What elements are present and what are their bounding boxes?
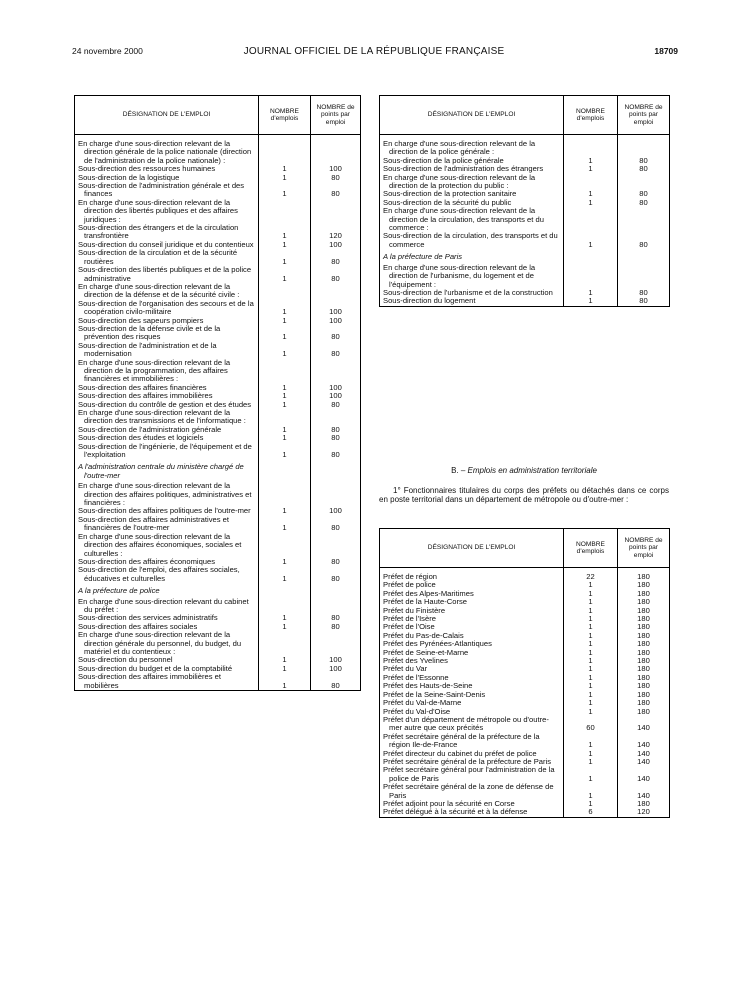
col-designation: DÉSIGNATION DE L'EMPLOI: [380, 529, 564, 568]
count-cell: [259, 359, 311, 384]
points-cell: 180: [618, 691, 670, 699]
points-cell: 80: [618, 190, 670, 198]
section-row: [380, 249, 670, 263]
table-header-row: [380, 96, 670, 135]
table-row: [75, 516, 361, 533]
points-cell: [311, 598, 361, 615]
designation-cell: Sous-direction de la sécurité du public: [383, 197, 512, 207]
points-cell: 100: [311, 656, 361, 664]
count-cell: 1: [259, 300, 311, 317]
points-cell: [311, 283, 361, 300]
points-cell: 180: [618, 640, 670, 648]
page-number: 18709: [654, 46, 678, 56]
table-row: [75, 199, 361, 224]
table-row: [75, 182, 361, 199]
designation-cell: Sous-direction de l'organisation des secours et de la coopération civilo-militaire: [78, 298, 254, 317]
designation-cell: Sous-direction des études et logiciels: [78, 433, 204, 443]
section-row: [75, 583, 361, 597]
designation-cell: Sous-direction du personnel: [78, 655, 173, 665]
points-cell: 80: [618, 199, 670, 207]
count-cell: 1: [564, 615, 618, 623]
designation-cell: Préfet de la Seine-Saint-Denis: [383, 689, 486, 699]
table-header-row: [380, 529, 670, 568]
designation-cell: Sous-direction de l'administration et de la modernisation: [78, 340, 217, 359]
count-cell: 1: [564, 708, 618, 716]
section-b-paragraph: 1° Fonctionnaires titulaires du corps des préfets ou détachés dans ce corps en poste territorial dans un département de métropole ou d'outre-mer :: [379, 486, 669, 505]
designation-cell: Sous-direction des affaires financières: [78, 382, 207, 392]
points-cell: 100: [311, 300, 361, 317]
table-left: [74, 95, 361, 691]
designation-cell: Sous-direction de l'emploi, des affaires sociales, éducatives et culturelles: [78, 565, 240, 583]
count-cell: 1: [259, 325, 311, 342]
count-cell: 1: [564, 232, 618, 249]
col-count: NOMBRE d'emplois: [564, 529, 618, 568]
points-cell: 80: [311, 558, 361, 566]
count-cell: 1: [564, 682, 618, 690]
points-cell: [311, 482, 361, 507]
designation-cell: Sous-direction des affaires administratives et financières de l'outre-mer: [78, 514, 229, 533]
count-cell: 1: [564, 165, 618, 173]
count-cell: 1: [564, 733, 618, 750]
points-cell: 180: [618, 682, 670, 690]
count-cell: [259, 409, 311, 426]
designation-cell: En charge d'une sous-direction relevant de la direction générale du personnel, du budget, du matériel et du contentieux :: [78, 630, 242, 656]
table-row: [380, 264, 670, 289]
points-cell: [311, 459, 361, 482]
count-cell: [259, 199, 311, 224]
designation-cell: Préfet directeur du cabinet du préfet de police: [383, 748, 537, 758]
designation-cell: Sous-direction des affaires immobilières: [78, 391, 213, 401]
designation-cell: Sous-direction de l'administration générale et des finances: [78, 181, 245, 199]
count-cell: 1: [564, 632, 618, 640]
count-cell: 1: [564, 665, 618, 673]
points-cell: [618, 140, 670, 157]
points-cell: 180: [618, 581, 670, 589]
designation-cell: Sous-direction du budget et de la comptabilité: [78, 663, 233, 673]
designation-cell: En charge d'une sous-direction relevant de la direction des affaires économiques, sociales et culturelles :: [78, 531, 242, 558]
points-cell: 80: [311, 325, 361, 342]
count-cell: 1: [564, 699, 618, 707]
points-cell: 140: [618, 733, 670, 750]
points-cell: 80: [311, 614, 361, 622]
points-cell: 120: [311, 224, 361, 241]
count-cell: 1: [259, 516, 311, 533]
designation-cell: Sous-direction des ressources humaines: [78, 164, 216, 174]
designation-cell: En charge d'une sous-direction relevant de la direction des transmissions et de l'informatique :: [78, 408, 246, 426]
designation-cell: Sous-direction des affaires sociales: [78, 621, 198, 631]
table-row: [75, 266, 361, 283]
count-cell: [259, 459, 311, 482]
count-cell: [564, 264, 618, 289]
points-cell: 80: [311, 566, 361, 583]
section-heading: A la préfecture de police: [78, 586, 160, 596]
table-row: [75, 283, 361, 300]
points-cell: 180: [618, 657, 670, 665]
designation-cell: Sous-direction de la circulation et de la sécurité routières: [78, 248, 238, 266]
points-cell: 180: [618, 590, 670, 598]
points-cell: 180: [618, 674, 670, 682]
count-cell: 1: [564, 297, 618, 306]
count-cell: 1: [564, 640, 618, 648]
table-row: [75, 533, 361, 558]
designation-cell: Préfet de région: [383, 572, 438, 581]
points-cell: 180: [618, 573, 670, 581]
points-cell: 140: [618, 783, 670, 800]
count-cell: 1: [564, 581, 618, 589]
count-cell: [259, 283, 311, 300]
col-count: NOMBRE d'emplois: [564, 96, 618, 135]
table-row: [75, 249, 361, 266]
section-row: [75, 459, 361, 482]
count-cell: 1: [564, 750, 618, 758]
points-cell: 180: [618, 623, 670, 631]
section-b-title: [379, 466, 669, 475]
header-date: 24 novembre 2000: [72, 46, 143, 56]
section-b-prefix: B. –: [451, 466, 468, 475]
count-cell: [259, 598, 311, 615]
count-cell: [259, 631, 311, 656]
count-cell: 1: [564, 691, 618, 699]
col-points: NOMBRE de points par emploi: [618, 529, 670, 568]
table-row: [75, 598, 361, 615]
points-cell: [618, 264, 670, 289]
designation-cell: Préfet d'un département de métropole ou d'outre-mer autre que ceux précités: [383, 714, 549, 733]
table-row: [380, 232, 670, 249]
points-cell: [311, 533, 361, 558]
designation-cell: Préfet des Alpes-Maritimes: [383, 588, 474, 598]
count-cell: 1: [259, 266, 311, 283]
points-cell: [311, 583, 361, 597]
count-cell: 1: [564, 649, 618, 657]
count-cell: [564, 249, 618, 263]
designation-cell: En charge d'une sous-direction relevant de la direction de la police générale :: [383, 139, 536, 157]
table-right-top-body: [380, 135, 670, 307]
table-row: [75, 342, 361, 359]
count-cell: 1: [259, 434, 311, 442]
points-cell: 100: [311, 665, 361, 673]
designation-cell: Sous-direction des étrangers et de la circulation transfrontière: [78, 223, 239, 241]
section-heading: A la préfecture de Paris: [383, 252, 463, 262]
designation-cell: Préfet des Yvelines: [383, 656, 448, 666]
points-cell: 80: [311, 401, 361, 409]
count-cell: 1: [564, 289, 618, 297]
section-heading: A l'administration centrale du ministère chargé de l'outre-mer: [78, 462, 244, 480]
points-cell: 80: [311, 174, 361, 182]
points-cell: 100: [311, 165, 361, 173]
table-row: [75, 631, 361, 656]
designation-cell: Préfet de Seine-et-Marne: [383, 647, 469, 657]
designation-cell: Sous-direction du contrôle de gestion et des études: [78, 399, 252, 409]
count-cell: 1: [259, 317, 311, 325]
col-points: NOMBRE de points par emploi: [311, 96, 361, 135]
count-cell: 1: [259, 401, 311, 409]
designation-cell: Sous-direction des sapeurs pompiers: [78, 315, 204, 325]
count-cell: 1: [564, 157, 618, 165]
points-cell: 180: [618, 800, 670, 808]
table-row: [380, 766, 670, 783]
designation-cell: Sous-direction des affaires économiques: [78, 556, 216, 566]
count-cell: 1: [564, 758, 618, 766]
designation-cell: Sous-direction de l'administration des étrangers: [383, 164, 544, 174]
points-cell: 120: [618, 808, 670, 817]
col-count: NOMBRE d'emplois: [259, 96, 311, 135]
count-cell: 1: [259, 673, 311, 690]
points-cell: 140: [618, 716, 670, 733]
points-cell: 80: [311, 623, 361, 631]
table-row: [380, 716, 670, 733]
count-cell: [564, 207, 618, 232]
designation-cell: Sous-direction de la logistique: [78, 172, 180, 182]
table-row: [380, 733, 670, 750]
designation-cell: En charge d'une sous-direction relevant de la direction des libertés publiques et des affaires juridiques :: [78, 197, 238, 224]
count-cell: 1: [564, 199, 618, 207]
count-cell: 1: [259, 241, 311, 249]
table-row: [75, 482, 361, 507]
table-right-bottom-body: [380, 568, 670, 818]
designation-cell: Préfet des Hauts-de-Seine: [383, 681, 473, 691]
designation-cell: Préfet de police: [383, 580, 436, 590]
designation-cell: Sous-direction de l'administration générale: [78, 424, 222, 434]
table-row: [75, 673, 361, 690]
count-cell: 1: [564, 657, 618, 665]
count-cell: 1: [259, 566, 311, 583]
count-cell: 1: [564, 623, 618, 631]
designation-cell: En charge d'une sous-direction relevant de la direction de la protection du public :: [383, 172, 536, 191]
points-cell: 140: [618, 758, 670, 766]
designation-cell: Préfet du Val-de-Marne: [383, 698, 462, 708]
points-cell: 80: [311, 266, 361, 283]
designation-cell: En charge d'une sous-direction relevant du cabinet du préfet :: [78, 596, 249, 614]
points-cell: 80: [311, 249, 361, 266]
designation-cell: Préfet du Val-d'Oise: [383, 706, 451, 716]
section-b-heading: Emplois en administration territoriale: [467, 466, 597, 475]
points-cell: 80: [311, 434, 361, 442]
designation-cell: Préfet secrétaire général de la zone de défense de Paris: [383, 782, 554, 800]
designation-cell: Préfet du Var: [383, 664, 428, 674]
designation-cell: Préfet de l'Isère: [383, 614, 436, 624]
points-cell: 80: [618, 165, 670, 173]
count-cell: [564, 174, 618, 191]
col-designation: DÉSIGNATION DE L'EMPLOI: [380, 96, 564, 135]
points-cell: 140: [618, 766, 670, 783]
count-cell: 1: [259, 174, 311, 182]
designation-cell: Sous-direction de l'ingénierie, de l'équipement et de l'exploitation: [78, 441, 252, 460]
designation-cell: Préfet du Finistère: [383, 605, 446, 615]
points-cell: 100: [311, 317, 361, 325]
points-cell: 100: [311, 384, 361, 392]
table-row: [380, 297, 670, 306]
designation-cell: En charge d'une sous-direction relevant de la direction générale de la police nationale (direction de l'administration de la police nationale) :: [78, 139, 252, 165]
designation-cell: Préfet de la Haute-Corse: [383, 597, 467, 607]
table-row: [380, 140, 670, 157]
count-cell: 1: [564, 190, 618, 198]
designation-cell: En charge d'une sous-direction relevant de la direction de la défense et de la sécurité civile :: [78, 281, 240, 300]
points-cell: 80: [618, 297, 670, 306]
points-cell: 80: [311, 426, 361, 434]
points-cell: 180: [618, 708, 670, 716]
designation-cell: Préfet secrétaire général pour l'administration de la police de Paris: [383, 765, 555, 783]
designation-cell: Préfet secrétaire général de la préfecture de la région Ile-de-France: [383, 731, 540, 750]
designation-cell: En charge d'une sous-direction relevant de la direction des affaires politiques, administratives et financières :: [78, 481, 252, 508]
count-cell: 1: [259, 182, 311, 199]
points-cell: [311, 140, 361, 165]
points-cell: 180: [618, 665, 670, 673]
points-cell: [311, 359, 361, 384]
designation-cell: Préfet de l'Oise: [383, 622, 435, 632]
designation-cell: Sous-direction des affaires politiques de l'outre-mer: [78, 506, 251, 516]
table-right-top: [379, 95, 670, 307]
table-row: [380, 207, 670, 232]
designation-cell: En charge d'une sous-direction relevant de la direction de la programmation, des affaires financières et immobilières :: [78, 357, 231, 384]
count-cell: 1: [259, 656, 311, 664]
table-row: [75, 325, 361, 342]
count-cell: [259, 482, 311, 507]
designation-cell: Sous-direction de la protection sanitaire: [383, 189, 517, 199]
table-row: [75, 359, 361, 384]
points-cell: 180: [618, 649, 670, 657]
table-row: [75, 443, 361, 460]
count-cell: 1: [564, 590, 618, 598]
count-cell: 1: [259, 665, 311, 673]
designation-cell: Préfet délégué à la sécurité et à la défense: [383, 807, 528, 817]
designation-cell: En charge d'une sous-direction relevant de la direction de l'urbanisme, du logement et de l'équipement :: [383, 262, 536, 289]
points-cell: 80: [311, 443, 361, 460]
count-cell: 1: [259, 392, 311, 400]
points-cell: 180: [618, 615, 670, 623]
count-cell: 1: [259, 224, 311, 241]
count-cell: 1: [259, 384, 311, 392]
points-cell: [618, 249, 670, 263]
count-cell: 1: [259, 426, 311, 434]
designation-cell: Sous-direction des affaires immobilières et mobilières: [78, 672, 221, 690]
count-cell: 6: [564, 808, 618, 817]
points-cell: 180: [618, 632, 670, 640]
points-cell: [311, 631, 361, 656]
count-cell: 1: [259, 165, 311, 173]
count-cell: 1: [259, 342, 311, 359]
count-cell: [259, 583, 311, 597]
designation-cell: Sous-direction de la circulation, des transports et du commerce: [383, 231, 558, 249]
points-cell: 80: [311, 342, 361, 359]
points-cell: 80: [618, 289, 670, 297]
designation-cell: Sous-direction du conseil juridique et du contentieux: [78, 239, 254, 249]
table-row: [75, 300, 361, 317]
designation-cell: Sous-direction de la police générale: [383, 155, 504, 165]
designation-cell: Préfet de l'Essonne: [383, 672, 449, 682]
table-row: [380, 808, 670, 817]
designation-cell: Sous-direction des services administratifs: [78, 613, 218, 623]
designation-cell: Préfet du Pas-de-Calais: [383, 630, 464, 640]
designation-cell: Préfet adjoint pour la sécurité en Corse: [383, 798, 515, 808]
count-cell: 1: [564, 598, 618, 606]
points-cell: 180: [618, 607, 670, 615]
count-cell: 1: [259, 614, 311, 622]
points-cell: 100: [311, 507, 361, 515]
points-cell: [311, 199, 361, 224]
points-cell: 100: [311, 241, 361, 249]
designation-cell: Sous-direction du logement: [383, 296, 476, 306]
table-header-row: [75, 96, 361, 135]
count-cell: 1: [259, 443, 311, 460]
designation-cell: Préfet secrétaire général de la préfecture de Paris: [383, 756, 551, 766]
points-cell: 100: [311, 392, 361, 400]
count-cell: 22: [564, 573, 618, 581]
count-cell: 1: [564, 607, 618, 615]
points-cell: [311, 409, 361, 426]
count-cell: 1: [259, 558, 311, 566]
count-cell: [259, 140, 311, 165]
count-cell: 1: [564, 800, 618, 808]
table-row: [75, 409, 361, 426]
designation-cell: Sous-direction de la défense civile et de la prévention des risques: [78, 323, 221, 342]
points-cell: 80: [618, 232, 670, 249]
table-row: [75, 140, 361, 165]
count-cell: 1: [564, 766, 618, 783]
count-cell: [564, 140, 618, 157]
designation-cell: Sous-direction des libertés publiques et de la police administrative: [78, 265, 252, 283]
table-row: [75, 224, 361, 241]
points-cell: 80: [618, 157, 670, 165]
table-right-bottom: [379, 528, 670, 818]
count-cell: 1: [564, 674, 618, 682]
points-cell: 80: [311, 182, 361, 199]
count-cell: [259, 533, 311, 558]
journal-title: JOURNAL OFFICIEL DE LA RÉPUBLIQUE FRANÇAISE: [243, 46, 505, 57]
table-row: [380, 174, 670, 191]
count-cell: 1: [259, 623, 311, 631]
count-cell: 1: [259, 507, 311, 515]
designation-cell: Préfet des Pyrénées-Atlantiques: [383, 639, 492, 649]
count-cell: 60: [564, 716, 618, 733]
count-cell: 1: [259, 249, 311, 266]
points-cell: 180: [618, 598, 670, 606]
designation-cell: Sous-direction de l'urbanisme et de la construction: [383, 287, 553, 297]
points-cell: 80: [311, 673, 361, 690]
designation-cell: En charge d'une sous-direction relevant de la direction de la circulation, des transports et du commerce :: [383, 206, 544, 233]
count-cell: 1: [564, 783, 618, 800]
table-left-body: [75, 135, 361, 691]
col-points: NOMBRE de points par emploi: [618, 96, 670, 135]
col-designation: DÉSIGNATION DE L'EMPLOI: [75, 96, 259, 135]
points-cell: [618, 207, 670, 232]
points-cell: 180: [618, 699, 670, 707]
table-row: [75, 566, 361, 583]
points-cell: 140: [618, 750, 670, 758]
table-row: [380, 783, 670, 800]
points-cell: 80: [311, 516, 361, 533]
points-cell: [618, 174, 670, 191]
